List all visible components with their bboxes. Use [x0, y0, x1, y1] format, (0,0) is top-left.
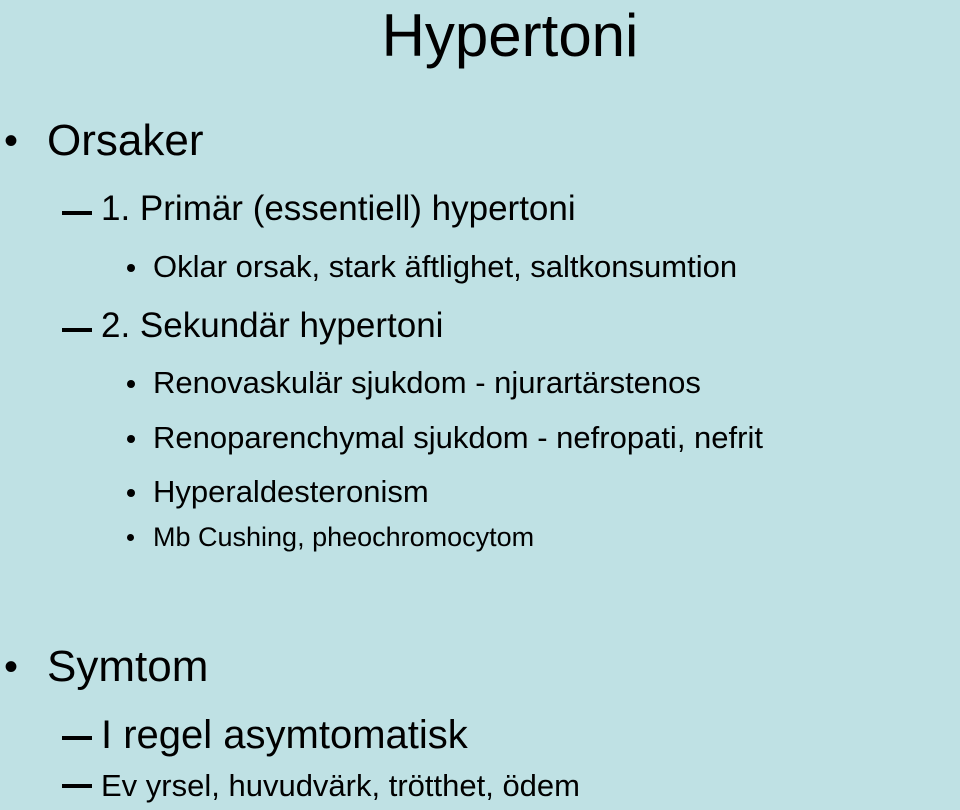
bullet-icon	[127, 435, 135, 443]
dash-bullet-icon	[62, 736, 92, 740]
list-item-label: 1. Primär (essentiell) hypertoni	[101, 189, 576, 228]
dash-bullet-icon	[62, 211, 92, 215]
dash-bullet-icon	[62, 328, 92, 332]
sub-list-item	[0, 520, 960, 554]
sub-list-item-label: Oklar orsak, stark äftlighet, saltkonsumtion	[153, 249, 738, 284]
sub-list-item	[0, 418, 960, 458]
sub-list-item	[0, 363, 960, 403]
bullet-icon	[127, 264, 135, 272]
list-item-label: Ev yrsel, huvudvärk, trötthet, ödem	[101, 768, 580, 803]
sub-list-item-label: Hyperaldesteronism	[153, 474, 429, 509]
slide-title: Hypertoni	[381, 2, 639, 69]
bullet-icon	[127, 534, 134, 541]
sub-list-item-label: Mb Cushing, pheochromocytom	[153, 522, 535, 552]
list-item	[0, 766, 960, 806]
section-heading-orsaker	[0, 115, 960, 167]
bullet-icon	[127, 380, 135, 388]
list-item-label: I regel asymtomatisk	[101, 713, 468, 757]
section-heading-label: Orsaker	[47, 116, 204, 165]
sub-list-item-label: Renoparenchymal sjukdom - nefropati, nefrit	[153, 420, 763, 455]
bullet-icon	[127, 489, 135, 497]
section-heading-symtom	[0, 641, 960, 693]
sub-list-item	[0, 247, 960, 287]
sub-list-item-label: Renovaskulär sjukdom - njurartärstenos	[153, 365, 701, 400]
list-item	[0, 304, 960, 348]
section-heading-label: Symtom	[47, 642, 209, 691]
bullet-icon: •	[4, 119, 19, 163]
dash-bullet-icon	[62, 784, 92, 788]
bullet-icon: •	[4, 645, 19, 689]
sub-list-item	[0, 472, 960, 512]
list-item-label: 2. Sekundär hypertoni	[101, 306, 444, 345]
list-item	[0, 711, 960, 759]
list-item	[0, 187, 960, 231]
